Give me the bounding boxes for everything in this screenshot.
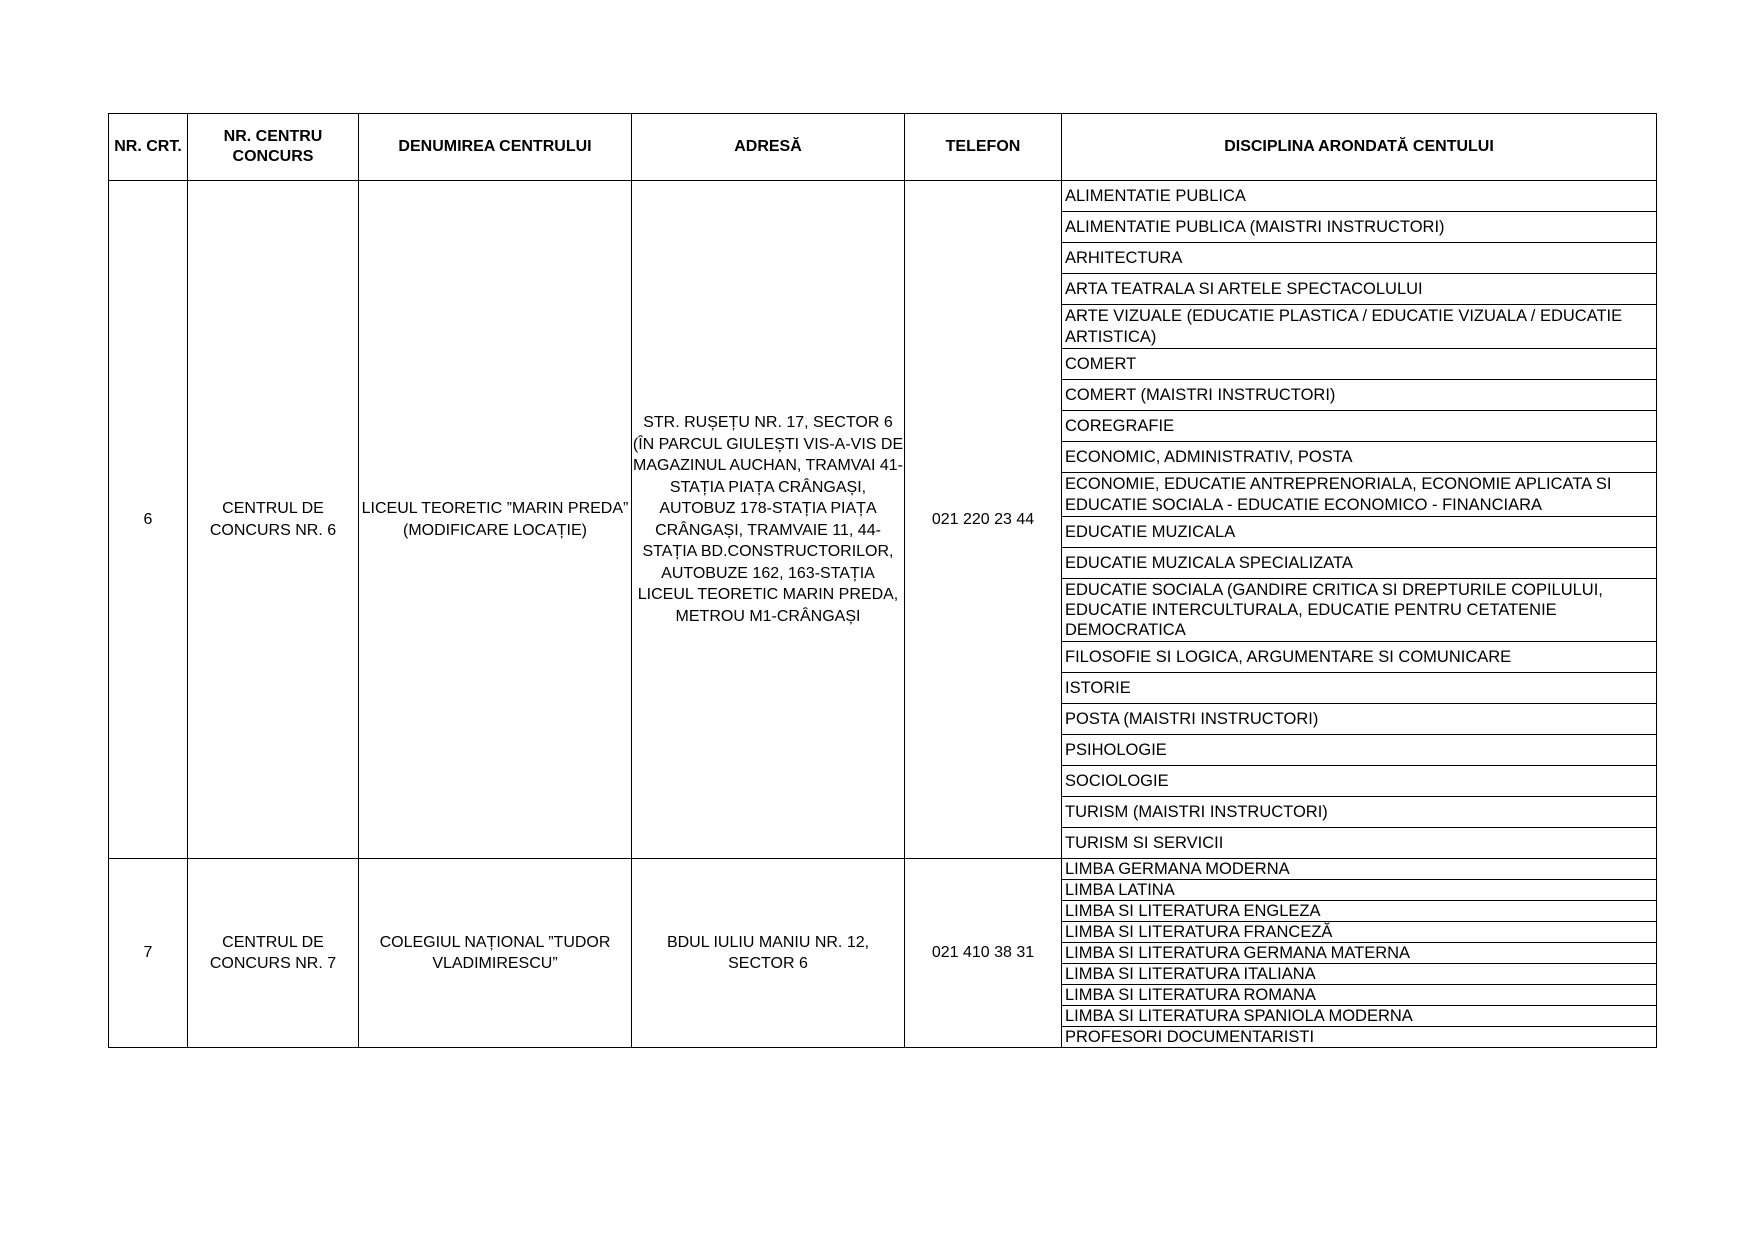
discipline-item: LIMBA SI LITERATURA ROMANA: [1062, 985, 1656, 1006]
centru-cell: CENTRUL DE CONCURS NR. 7: [188, 859, 359, 1048]
discipline-list: [1062, 181, 1656, 858]
discipline-item: COMERT (MAISTRI INSTRUCTORI): [1062, 380, 1656, 411]
discipline-item: TURISM SI SERVICII: [1062, 828, 1656, 859]
discipline-item: LIMBA LATINA: [1062, 880, 1656, 901]
center-row-7: [109, 859, 1657, 1048]
discipline-item: TURISM (MAISTRI INSTRUCTORI): [1062, 797, 1656, 828]
header-denumire: DENUMIREA CENTRULUI: [359, 114, 632, 181]
discipline-item: ECONOMIC, ADMINISTRATIV, POSTA: [1062, 442, 1656, 473]
discipline-item: LIMBA SI LITERATURA ENGLEZA: [1062, 901, 1656, 922]
adresa-cell: STR. RUȘEȚU NR. 17, SECTOR 6 (ÎN PARCUL GIULEȘTI VIS-A-VIS DE MAGAZINUL AUCHAN, TRAMVAI 41-STAȚIA PIAȚA CRÂNGAȘI, AUTOBUZ 178-STAȚIA PIAȚA CRÂNGAȘI, TRAMVAIE 11, 44-STAȚIA BD.CONSTRUCTORILOR, AUTOBUZE 162, 163-STAȚIA LICEUL TEORETIC MARIN PREDA, METROU M1-CRÂNGAȘI: [632, 181, 905, 859]
discipline-list: [1062, 859, 1656, 1047]
header-telefon: TELEFON: [905, 114, 1062, 181]
discipline-item: POSTA (MAISTRI INSTRUCTORI): [1062, 704, 1656, 735]
adresa-cell: BDUL IULIU MANIU NR. 12, SECTOR 6: [632, 859, 905, 1048]
discipline-item: COREGRAFIE: [1062, 411, 1656, 442]
discipline-item: EDUCATIE MUZICALA SPECIALIZATA: [1062, 548, 1656, 579]
telefon-cell: 021 220 23 44: [905, 181, 1062, 859]
discipline-item: ARHITECTURA: [1062, 243, 1656, 274]
discipline-item: LIMBA GERMANA MODERNA: [1065, 859, 1290, 878]
discipline-item: PROFESORI DOCUMENTARISTI: [1062, 1027, 1656, 1048]
discipline-item: PSIHOLOGIE: [1062, 735, 1656, 766]
header-nr-centru: NR. CENTRU CONCURS: [188, 114, 359, 181]
discipline-item: EDUCATIE SOCIALA (GANDIRE CRITICA SI DREPTURILE COPILULUI, EDUCATIE INTERCULTURALA, EDUCATIE PENTRU CETATENIE DEMOCRATICA: [1062, 579, 1656, 642]
discipline-item: ARTE VIZUALE (EDUCATIE PLASTICA / EDUCATIE VIZUALA / EDUCATIE ARTISTICA): [1062, 305, 1656, 349]
discipline-cell: [1062, 859, 1657, 1048]
discipline-item: ARTA TEATRALA SI ARTELE SPECTACOLULUI: [1062, 274, 1656, 305]
discipline-item: ECONOMIE, EDUCATIE ANTREPRENORIALA, ECONOMIE APLICATA SI EDUCATIE SOCIALA - EDUCATIE ECONOMICO - FINANCIARA: [1062, 473, 1656, 517]
centers-table: [108, 113, 1657, 1048]
discipline-item: EDUCATIE MUZICALA: [1062, 517, 1656, 548]
header-adresa: ADRESĂ: [632, 114, 905, 181]
denumire-cell: COLEGIUL NAȚIONAL ”TUDOR VLADIMIRESCU”: [359, 859, 632, 1048]
discipline-item: SOCIOLOGIE: [1062, 766, 1656, 797]
center-row-6: [109, 181, 1657, 859]
discipline-item: ALIMENTATIE PUBLICA (MAISTRI INSTRUCTORI): [1062, 212, 1656, 243]
nr-crt-cell: 7: [109, 859, 188, 1048]
discipline-item: FILOSOFIE SI LOGICA, ARGUMENTARE SI COMUNICARE: [1062, 642, 1656, 673]
discipline-item: LIMBA SI LITERATURA FRANCEZĂ: [1062, 922, 1656, 943]
discipline-item: LIMBA SI LITERATURA GERMANA MATERNA: [1062, 943, 1656, 964]
discipline-item: ALIMENTATIE PUBLICA: [1065, 187, 1246, 205]
discipline-cell: [1062, 181, 1657, 859]
discipline-item: LIMBA SI LITERATURA ITALIANA: [1062, 964, 1656, 985]
discipline-item: ISTORIE: [1062, 673, 1656, 704]
centru-cell: CENTRUL DE CONCURS NR. 6: [188, 181, 359, 859]
telefon-cell: 021 410 38 31: [905, 859, 1062, 1048]
header-disciplina: DISCIPLINA ARONDATĂ CENTULUI: [1062, 114, 1657, 181]
denumire-cell: LICEUL TEORETIC ”MARIN PREDA” (MODIFICARE LOCAȚIE): [359, 181, 632, 859]
nr-crt-cell: 6: [109, 181, 188, 859]
discipline-item: LIMBA SI LITERATURA SPANIOLA MODERNA: [1062, 1006, 1656, 1027]
header-nr-crt: NR. CRT.: [109, 114, 188, 181]
header-row: [109, 114, 1657, 181]
discipline-item: COMERT: [1062, 349, 1656, 380]
